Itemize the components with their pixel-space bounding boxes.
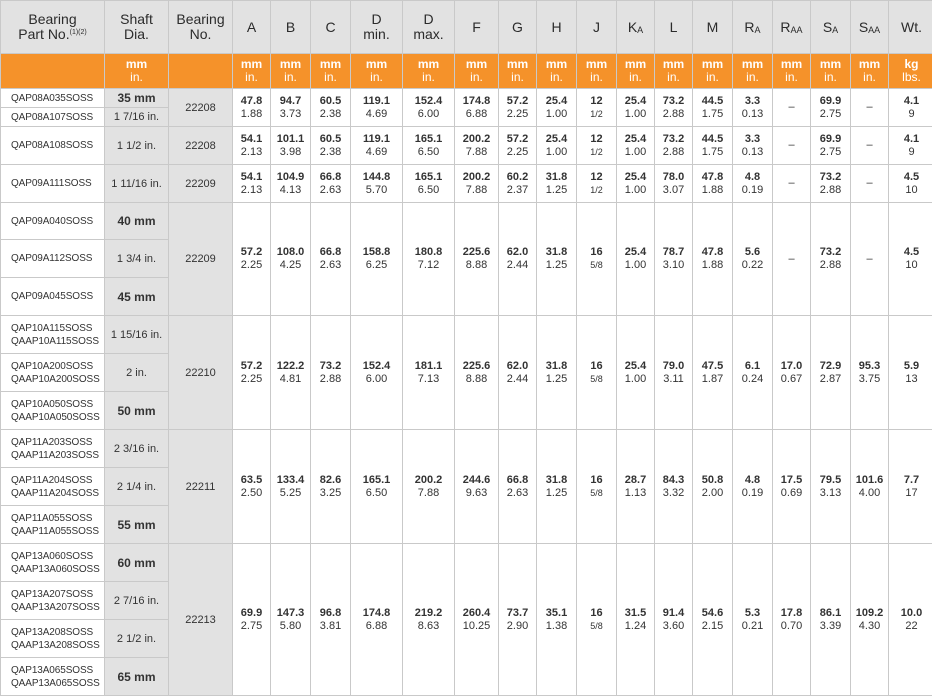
dim-c: 73.2 2.88 [311, 316, 351, 430]
dim-h: 31.8 1.25 [537, 165, 577, 203]
dim-ka: 31.5 1.24 [617, 544, 655, 696]
part-number: QAP11A055SOSS QAAP11A055SOSS [1, 506, 105, 544]
dim-d-max: 219.2 8.63 [403, 544, 455, 696]
dim-h: 31.8 1.25 [537, 203, 577, 316]
dim-saa: – [851, 127, 889, 165]
dim-b: 147.3 5.80 [271, 544, 311, 696]
header-f: F [455, 1, 499, 54]
bearing-no: 22210 [169, 316, 233, 430]
shaft-dia: 55 mm [105, 506, 169, 544]
units-ka: mm in. [617, 54, 655, 89]
dim-sa: 73.2 2.88 [811, 203, 851, 316]
dim-l: 91.4 3.60 [655, 544, 693, 696]
dim-l: 79.0 3.11 [655, 316, 693, 430]
units-a: mm in. [233, 54, 271, 89]
dim-b: 94.7 3.73 [271, 89, 311, 127]
header-part-no: Bearing Part No.$^{(1)(2)}$ [1, 1, 105, 54]
part-number: QAP13A065SOSS QAAP13A065SOSS [1, 658, 105, 696]
dim-m: 54.6 2.15 [693, 544, 733, 696]
dim-saa: 101.6 4.00 [851, 430, 889, 544]
dim-a: 57.2 2.25 [233, 316, 271, 430]
dim-f: 174.8 6.88 [455, 89, 499, 127]
bearing-no: 22209 [169, 203, 233, 316]
dim-sa: 79.5 3.13 [811, 430, 851, 544]
dim-j: 12 1/2 [577, 165, 617, 203]
dim-d-max: 181.1 7.13 [403, 316, 455, 430]
dim-j: 16 5/8 [577, 316, 617, 430]
dim-h: 31.8 1.25 [537, 316, 577, 430]
part-number: QAP09A045SOSS [1, 278, 105, 316]
units-h: mm in. [537, 54, 577, 89]
dim-f: 244.6 9.63 [455, 430, 499, 544]
dim-g: 57.2 2.25 [499, 89, 537, 127]
units-g: mm in. [499, 54, 537, 89]
dim-h: 35.1 1.38 [537, 544, 577, 696]
dim-ka: 25.4 1.00 [617, 165, 655, 203]
dim-raa: 17.0 0.67 [773, 316, 811, 430]
shaft-dia: 2 in. [105, 354, 169, 392]
shaft-dia: 2 1/2 in. [105, 620, 169, 658]
dim-l: 73.2 2.88 [655, 127, 693, 165]
dim-g: 57.2 2.25 [499, 127, 537, 165]
dim-l: 78.0 3.07 [655, 165, 693, 203]
dim-ra: 5.6 0.22 [733, 203, 773, 316]
shaft-dia: 1 11/16 in. [105, 165, 169, 203]
dim-f: 225.6 8.88 [455, 316, 499, 430]
table-row [1, 203, 932, 240]
units-d-min: mm in. [351, 54, 403, 89]
bearing-no: 22208 [169, 89, 233, 127]
part-number: QAP10A200SOSS QAAP10A200SOSS [1, 354, 105, 392]
part-number: QAP10A050SOSS QAAP10A050SOSS [1, 392, 105, 430]
header-m: M [693, 1, 733, 54]
shaft-dia: 60 mm [105, 544, 169, 582]
dim-c: 66.8 2.63 [311, 165, 351, 203]
dim-f: 200.2 7.88 [455, 165, 499, 203]
header-d-max: D max. [403, 1, 455, 54]
dim-saa: 109.2 4.30 [851, 544, 889, 696]
dim-d-min: 174.8 6.88 [351, 544, 403, 696]
weight: 4.5 10 [889, 203, 932, 316]
weight: 5.9 13 [889, 316, 932, 430]
dim-b: 104.9 4.13 [271, 165, 311, 203]
dim-l: 73.2 2.88 [655, 89, 693, 127]
units-brg-blank [169, 54, 233, 89]
dim-j: 12 1/2 [577, 127, 617, 165]
bearing-no: 22208 [169, 127, 233, 165]
header-wt: Wt. [889, 1, 932, 54]
dim-d-max: 165.1 6.50 [403, 165, 455, 203]
dim-m: 47.8 1.88 [693, 165, 733, 203]
dim-d-min: 158.8 6.25 [351, 203, 403, 316]
header-h: H [537, 1, 577, 54]
dim-ka: 25.4 1.00 [617, 203, 655, 316]
header-saa: $S_{AA}$ [851, 1, 889, 54]
dim-d-min: 144.8 5.70 [351, 165, 403, 203]
units-f: mm in. [455, 54, 499, 89]
dim-m: 47.5 1.87 [693, 316, 733, 430]
dim-h: 25.4 1.00 [537, 127, 577, 165]
dim-d-min: 165.1 6.50 [351, 430, 403, 544]
units-sa: mm in. [811, 54, 851, 89]
dim-sa: 86.1 3.39 [811, 544, 851, 696]
dim-d-min: 119.1 4.69 [351, 127, 403, 165]
dim-sa: 69.9 2.75 [811, 89, 851, 127]
dim-c: 96.8 3.81 [311, 544, 351, 696]
part-number: QAP09A111SOSS [1, 165, 105, 203]
dim-a: 69.9 2.75 [233, 544, 271, 696]
dim-d-max: 200.2 7.88 [403, 430, 455, 544]
units-shaft: mm in. [105, 54, 169, 89]
dim-saa: – [851, 203, 889, 316]
dim-sa: 73.2 2.88 [811, 165, 851, 203]
dim-m: 50.8 2.00 [693, 430, 733, 544]
dim-j: 16 5/8 [577, 203, 617, 316]
dim-c: 82.6 3.25 [311, 430, 351, 544]
part-number: QAP13A060SOSS QAAP13A060SOSS [1, 544, 105, 582]
units-m: mm in. [693, 54, 733, 89]
header-a: A [233, 1, 271, 54]
units-d-max: mm in. [403, 54, 455, 89]
dim-g: 60.2 2.37 [499, 165, 537, 203]
part-number: QAP13A207SOSS QAAP13A207SOSS [1, 582, 105, 620]
table-row [1, 544, 932, 582]
dim-ka: 28.7 1.13 [617, 430, 655, 544]
dim-l: 84.3 3.32 [655, 430, 693, 544]
dim-a: 54.1 2.13 [233, 127, 271, 165]
header-row [1, 1, 932, 54]
units-saa: mm in. [851, 54, 889, 89]
dim-a: 54.1 2.13 [233, 165, 271, 203]
dim-ra: 6.1 0.24 [733, 316, 773, 430]
header-c: C [311, 1, 351, 54]
dim-raa: – [773, 127, 811, 165]
part-number: QAP10A115SOSS QAAP10A115SOSS [1, 316, 105, 354]
dim-g: 66.8 2.63 [499, 430, 537, 544]
dim-ra: 3.3 0.13 [733, 127, 773, 165]
units-raa: mm in. [773, 54, 811, 89]
dim-f: 200.2 7.88 [455, 127, 499, 165]
dim-raa: 17.5 0.69 [773, 430, 811, 544]
shaft-dia: 50 mm [105, 392, 169, 430]
table-row [1, 89, 932, 108]
dim-c: 66.8 2.63 [311, 203, 351, 316]
dim-raa: – [773, 165, 811, 203]
units-part-blank [1, 54, 105, 89]
dim-b: 122.2 4.81 [271, 316, 311, 430]
dim-ka: 25.4 1.00 [617, 316, 655, 430]
bearing-no: 22211 [169, 430, 233, 544]
header-sa: $S_A$ [811, 1, 851, 54]
table-row [1, 316, 932, 354]
table-row [1, 165, 932, 203]
units-ra: mm in. [733, 54, 773, 89]
shaft-dia: 40 mm [105, 203, 169, 240]
units-wt: kg lbs. [889, 54, 932, 89]
shaft-dia: 1 3/4 in. [105, 240, 169, 278]
header-ra: $R_A$ [733, 1, 773, 54]
shaft-dia: 1 15/16 in. [105, 316, 169, 354]
dim-a: 63.5 2.50 [233, 430, 271, 544]
dim-d-max: 165.1 6.50 [403, 127, 455, 165]
part-number: QAP11A204SOSS QAAP11A204SOSS [1, 468, 105, 506]
dim-ka: 25.4 1.00 [617, 127, 655, 165]
dim-ra: 4.8 0.19 [733, 430, 773, 544]
dim-f: 225.6 8.88 [455, 203, 499, 316]
dim-j: 12 1/2 [577, 89, 617, 127]
part-number: QAP11A203SOSS QAAP11A203SOSS [1, 430, 105, 468]
shaft-dia: 1 7/16 in. [105, 108, 169, 127]
dim-saa: 95.3 3.75 [851, 316, 889, 430]
dim-d-max: 152.4 6.00 [403, 89, 455, 127]
header-j: J [577, 1, 617, 54]
dim-c: 60.5 2.38 [311, 89, 351, 127]
shaft-dia: 2 3/16 in. [105, 430, 169, 468]
table-row [1, 430, 932, 468]
part-number: QAP08A107SOSS [1, 108, 105, 127]
weight: 4.1 9 [889, 89, 932, 127]
dim-ra: 4.8 0.19 [733, 165, 773, 203]
weight: 7.7 17 [889, 430, 932, 544]
shaft-dia: 2 7/16 in. [105, 582, 169, 620]
dim-ra: 5.3 0.21 [733, 544, 773, 696]
dim-b: 101.1 3.98 [271, 127, 311, 165]
dim-ka: 25.4 1.00 [617, 89, 655, 127]
table-row [1, 127, 932, 165]
part-number: QAP09A040SOSS [1, 203, 105, 240]
dim-a: 47.8 1.88 [233, 89, 271, 127]
dim-g: 62.0 2.44 [499, 316, 537, 430]
dim-sa: 72.9 2.87 [811, 316, 851, 430]
dim-saa: – [851, 165, 889, 203]
shaft-dia: 65 mm [105, 658, 169, 696]
dim-b: 108.0 4.25 [271, 203, 311, 316]
dim-d-min: 119.1 4.69 [351, 89, 403, 127]
dim-d-max: 180.8 7.12 [403, 203, 455, 316]
dim-m: 44.5 1.75 [693, 127, 733, 165]
shaft-dia: 1 1/2 in. [105, 127, 169, 165]
header-bearing-no: Bearing No. [169, 1, 233, 54]
part-number: QAP08A035SOSS [1, 89, 105, 108]
header-d-min: D min. [351, 1, 403, 54]
dim-ra: 3.3 0.13 [733, 89, 773, 127]
dim-h: 25.4 1.00 [537, 89, 577, 127]
units-j: mm in. [577, 54, 617, 89]
dim-g: 73.7 2.90 [499, 544, 537, 696]
units-row [1, 54, 932, 89]
dim-a: 57.2 2.25 [233, 203, 271, 316]
dim-raa: – [773, 203, 811, 316]
dim-raa: – [773, 89, 811, 127]
dim-g: 62.0 2.44 [499, 203, 537, 316]
weight: 10.0 22 [889, 544, 932, 696]
dim-b: 133.4 5.25 [271, 430, 311, 544]
bearing-no: 22209 [169, 165, 233, 203]
bearing-no: 22213 [169, 544, 233, 696]
dim-j: 16 5/8 [577, 544, 617, 696]
units-l: mm in. [655, 54, 693, 89]
part-number: QAP13A208SOSS QAAP13A208SOSS [1, 620, 105, 658]
dim-d-min: 152.4 6.00 [351, 316, 403, 430]
header-g: G [499, 1, 537, 54]
dim-c: 60.5 2.38 [311, 127, 351, 165]
dim-m: 44.5 1.75 [693, 89, 733, 127]
header-raa: $R_{AA}$ [773, 1, 811, 54]
header-ka: $K_A$ [617, 1, 655, 54]
units-b: mm in. [271, 54, 311, 89]
dim-j: 16 5/8 [577, 430, 617, 544]
dim-f: 260.4 10.25 [455, 544, 499, 696]
dim-m: 47.8 1.88 [693, 203, 733, 316]
dim-saa: – [851, 89, 889, 127]
dim-l: 78.7 3.10 [655, 203, 693, 316]
header-l: L [655, 1, 693, 54]
part-number: QAP08A108SOSS [1, 127, 105, 165]
shaft-dia: 45 mm [105, 278, 169, 316]
weight: 4.1 9 [889, 127, 932, 165]
shaft-dia: 35 mm [105, 89, 169, 108]
shaft-dia: 2 1/4 in. [105, 468, 169, 506]
part-number: QAP09A112SOSS [1, 240, 105, 278]
header-b: B [271, 1, 311, 54]
units-c: mm in. [311, 54, 351, 89]
dim-sa: 69.9 2.75 [811, 127, 851, 165]
weight: 4.5 10 [889, 165, 932, 203]
dim-h: 31.8 1.25 [537, 430, 577, 544]
dim-raa: 17.8 0.70 [773, 544, 811, 696]
header-shaft-dia: Shaft Dia. [105, 1, 169, 54]
